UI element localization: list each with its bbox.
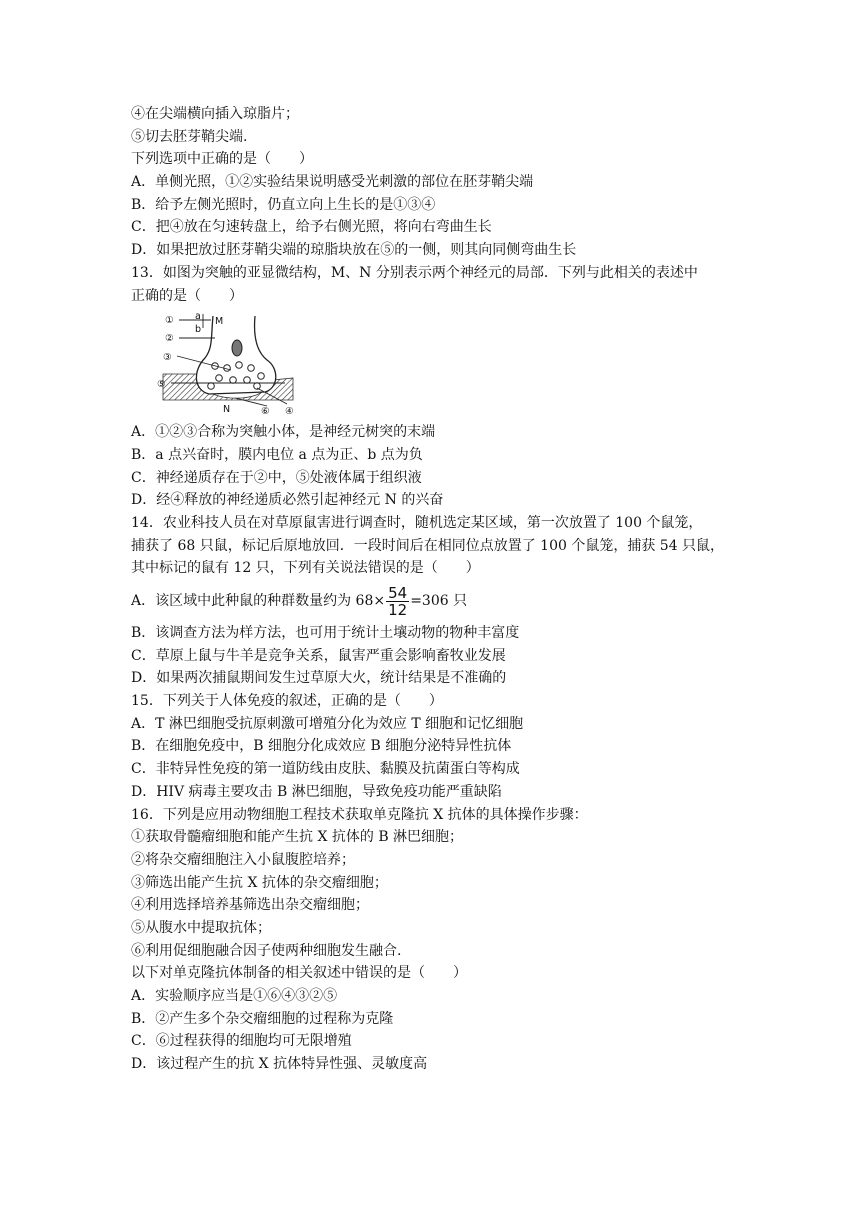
q12-prompt: 下列选项中正确的是（ ） [131,151,313,168]
q14-stem-line2: 捕获了 68 只鼠，标记后原地放回．一段时间后在相同位点放置了 100 个鼠笼，捕获 54 只鼠， [131,537,725,554]
q13-option-a: A．①②③合称为突触小体，是神经元树突的末端 [131,424,436,441]
mitochondrion [232,340,242,356]
fig-label-5: ⑤ [157,379,166,391]
q16-step-3: ③筛选出能产生抗 X 抗体的杂交瘤细胞； [131,874,388,891]
q15-option-d: D．HIV 病毒主要攻击 B 淋巴细胞，导致免疫功能严重缺陷 [131,783,502,800]
fig-label-m: M [215,316,224,328]
q12-option-a: A．单侧光照，①②实验结果说明感受光刺激的部位在胚芽鞘尖端 [131,174,534,191]
synapse-diagram [153,308,323,416]
fig-label-a: a [195,311,201,323]
q13-option-d: D．经④释放的神经递质必然引起神经元 N 的兴奋 [131,492,444,509]
synapse-figure [131,308,731,418]
q16-option-c: C．⑥过程获得的细胞均可无限增殖 [131,1033,352,1050]
q16-option-a: A．实验顺序应当是①⑥④③②⑤ [131,988,338,1004]
q14-option-a-result: =306 只 [410,593,468,609]
fig-label-4: ④ [285,406,294,417]
fig-label-6: ⑥ [261,406,270,417]
q13-option-c: C．神经递质存在于②中，⑤处液体属于组织液 [131,469,422,486]
q13-option-b: B．a 点兴奋时，膜内电位 a 点为正、b 点为负 [131,446,423,463]
q13-stem-line1: 13．如图为突触的亚显微结构，M、N 分别表示两个神经元的局部．下列与此相关的表述中 [131,264,698,281]
fraction [386,585,409,618]
q16-step-2: ②将杂交瘤细胞注入小鼠腹腔培养； [131,851,355,868]
q15-option-b: B．在细胞免疫中，B 细胞分化成效应 B 细胞分泌特异性抗体 [131,738,512,755]
fig-label-3: ③ [163,352,172,364]
q14-option-c: C．草原上鼠与牛羊是竞争关系，鼠害严重会影响畜牧业发展 [131,647,506,664]
q16-step-1: ①获取骨髓瘤细胞和能产生抗 X 抗体的 B 淋巴细胞； [131,829,464,846]
fig-label-b: b [195,324,202,336]
fraction-denominator: 12 [388,600,408,619]
q15-stem: 15．下列关于人体免疫的叙述，正确的是（ ） [131,693,443,710]
q14-option-d: D．如果两次捕鼠期间发生过草原大火，统计结果是不准确的 [131,670,507,687]
fig-label-2: ② [165,333,174,345]
q16-step-5: ⑤从腹水中提取抗体； [131,919,271,936]
q16-option-d: D．该过程产生的抗 X 抗体特异性强、灵敏度高 [131,1056,428,1073]
fraction-numerator: 54 [388,583,408,602]
q14-stem-line1: 14．农业科技人员在对草原鼠害进行调查时，随机选定某区域，第一次放置了 100 个鼠笼， [131,514,703,531]
q14-option-b: B．该调查方法为样方法，也可用于统计土壤动物的物种丰富度 [131,625,520,641]
q12-option-d: D．如果把放过胚芽鞘尖端的琼脂块放在⑤的一侧，则其向同侧弯曲生长 [131,242,577,259]
q16-step-4: ④利用选择培养基筛选出杂交瘤细胞； [131,897,369,914]
fig-label-1: ① [165,315,174,327]
q12-option-c: C．把④放在匀速转盘上，给予右侧光照，将向右弯曲生长 [131,219,492,236]
q16-prompt: 以下对单克隆抗体制备的相关叙述中错误的是（ ） [131,965,467,982]
q14-option-a-text: A．该区域中此种鼠的种群数量约为 68× [131,593,386,609]
q16-option-b: B．②产生多个杂交瘤细胞的过程称为克隆 [131,1010,394,1027]
exam-page [131,103,731,1076]
q14-stem-line3: 其中标记的鼠有 12 只，下列有关说法错误的是（ ） [131,560,480,577]
fig-label-n: N [223,404,231,416]
q13-stem-line2: 正确的是（ ） [131,287,243,304]
q14-option-a [131,580,731,622]
q12-step-4: ④在尖端横向插入琼脂片； [131,106,299,122]
q15-option-a: A．T 淋巴细胞受抗原刺激可增殖分化为效应 T 细胞和记忆细胞 [131,715,524,732]
q12-step-5: ⑤切去胚芽鞘尖端. [131,128,248,145]
q12-option-b: B．给予左侧光照时，仍直立向上生长的是①③④ [131,196,436,213]
q16-step-6: ⑥利用促细胞融合因子使两种细胞发生融合. [131,942,402,959]
q15-option-c: C．非特异性免疫的第一道防线由皮肤、黏膜及抗菌蛋白等构成 [131,761,520,778]
q16-stem: 16．下列是应用动物细胞工程技术获取单克隆抗 X 抗体的具体操作步骤： [131,806,588,823]
